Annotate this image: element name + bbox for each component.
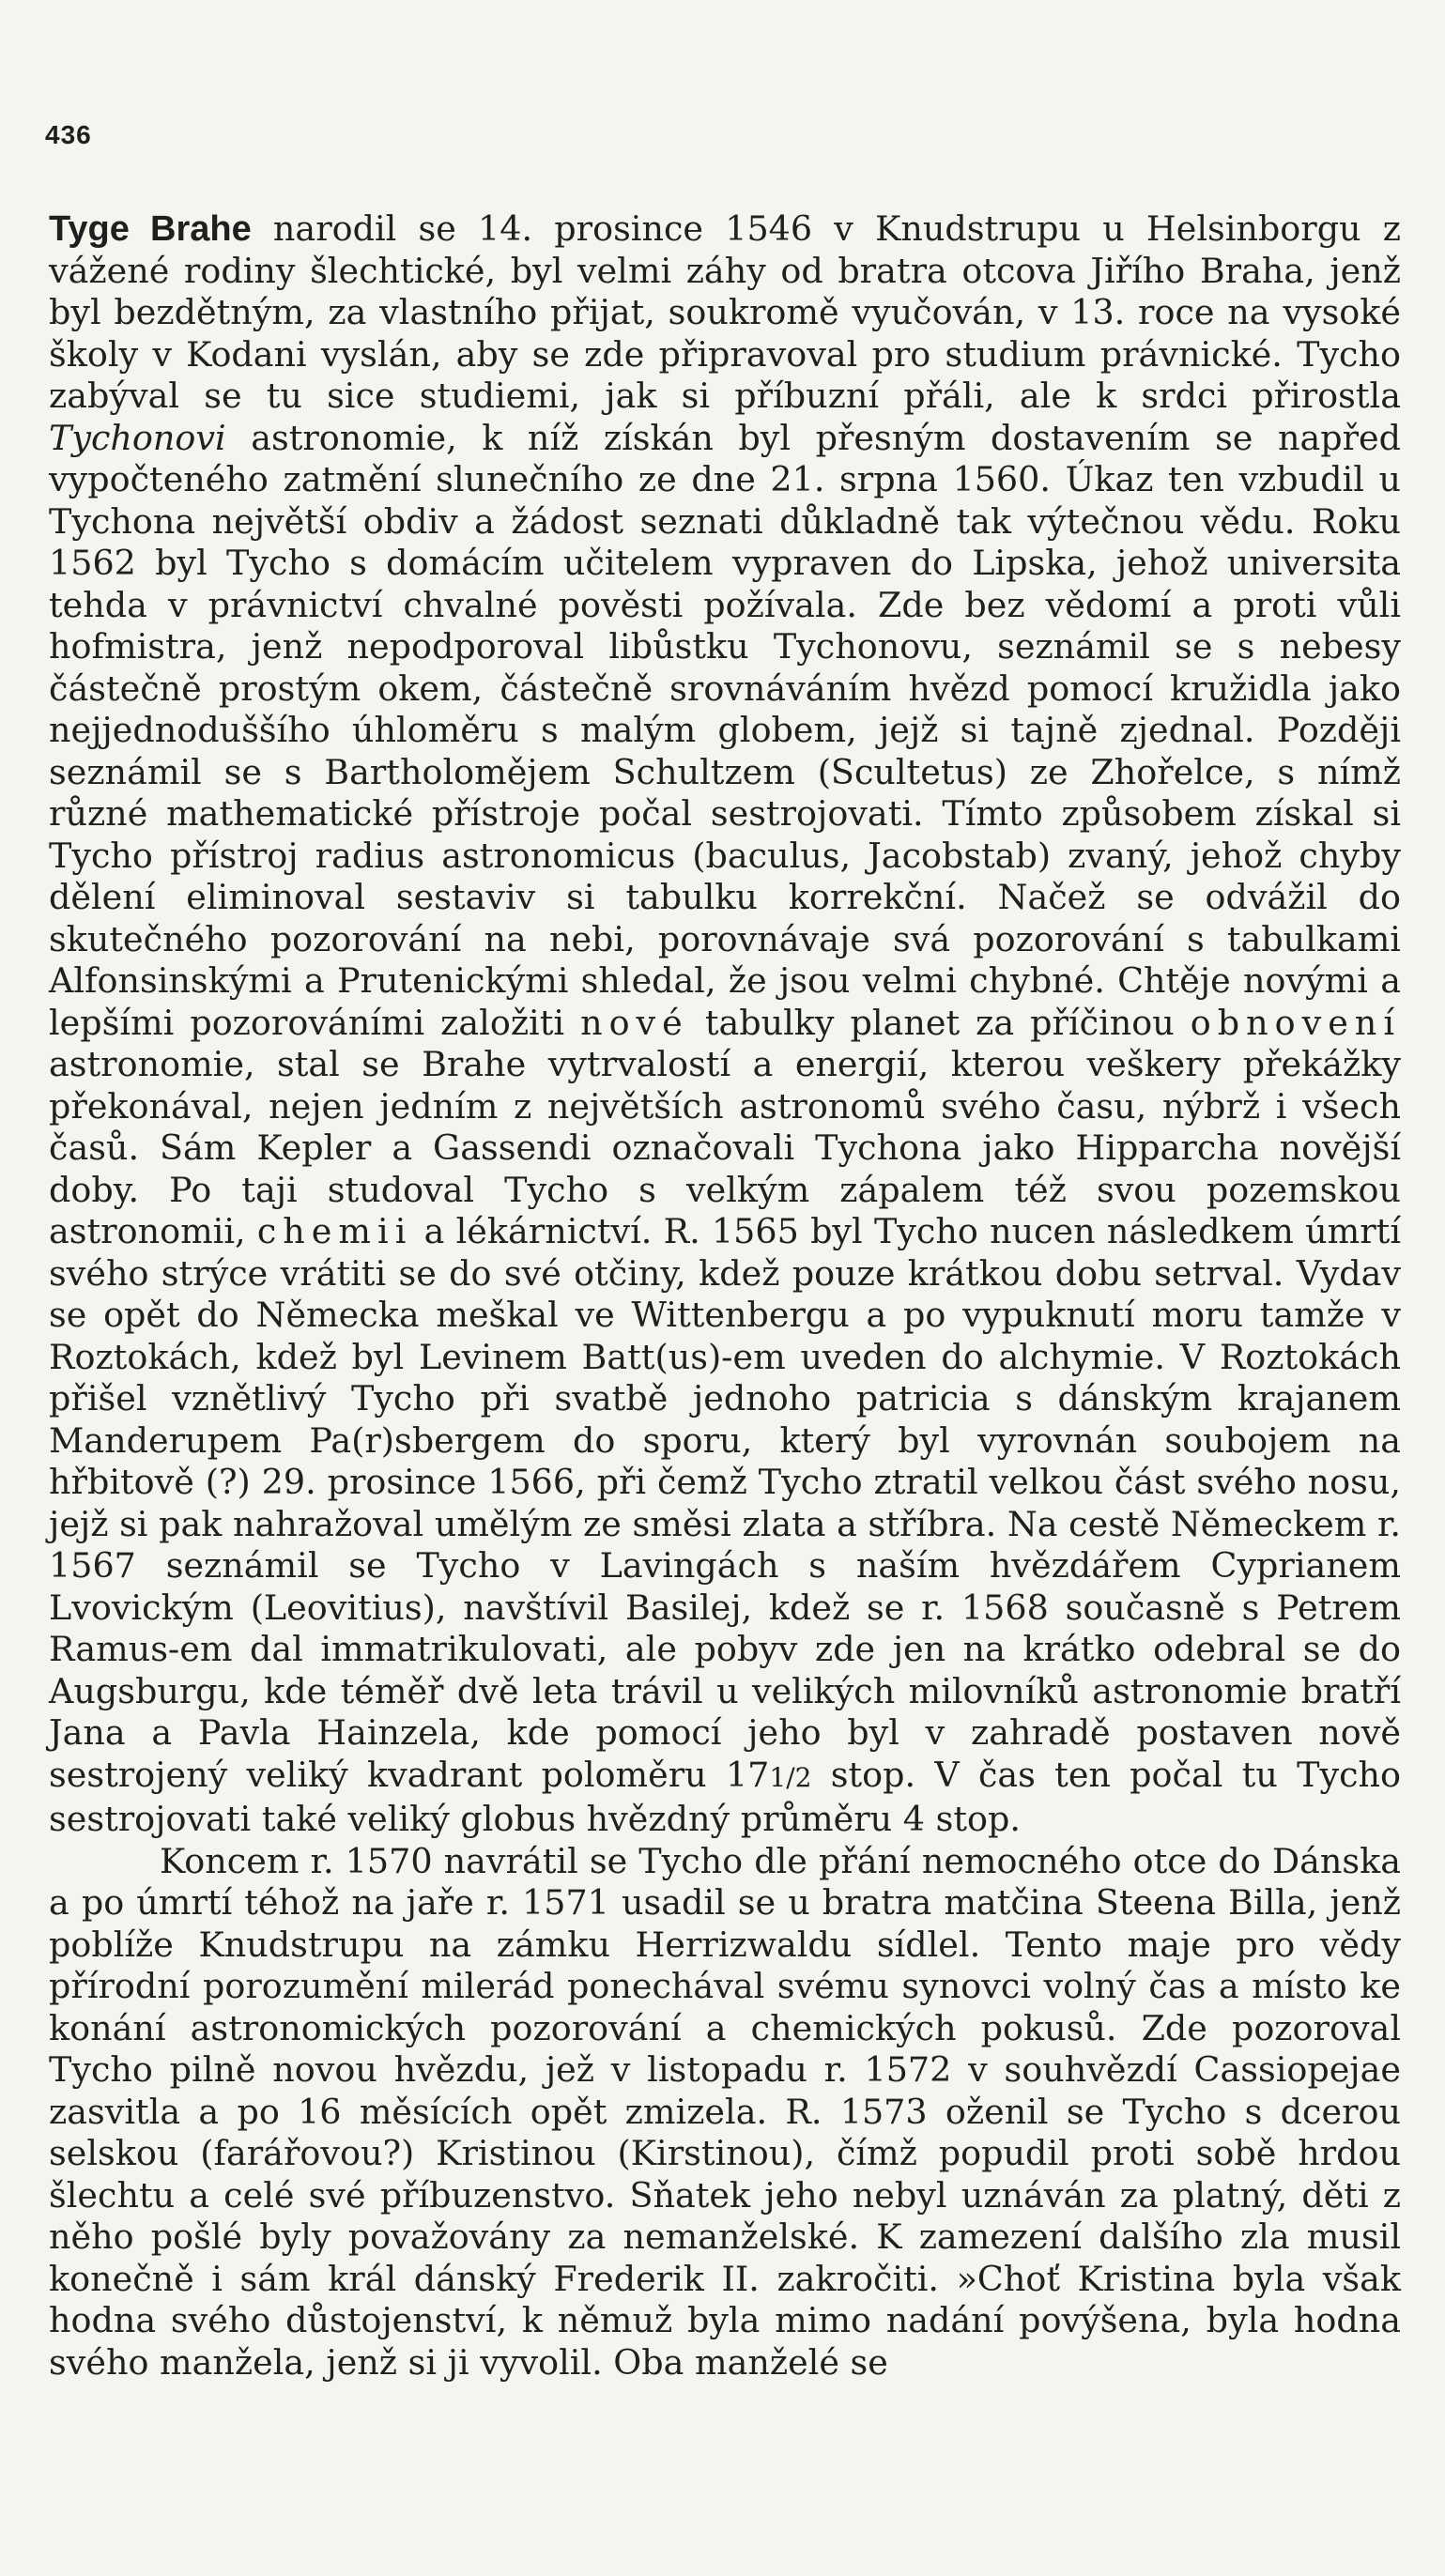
lead-name: Tyge Brahe: [49, 209, 252, 249]
nove-spaced: nové: [580, 1002, 689, 1043]
paragraph-1: [49, 208, 1401, 1841]
paragraph-1-part-4: astronomie, stal se Brahe vytrvalostí a energií, kterou veškery překážky překonával, nejen jedním z největších astronomů svého času, nýbrž i všech časů. Sám Kepler a Gassendi označovali Tychona jako Hipparcha novější doby. Po taji studoval Tycho s velkým zápalem též svou pozemskou astronomii,: [49, 1044, 1401, 1251]
tychonovi-italic: Tychonovi: [49, 417, 226, 458]
chemii-spaced: chemii: [256, 1211, 413, 1251]
obnoveni-spaced: obnovení: [1190, 1002, 1401, 1043]
paragraph-1-part-3: tabulky planet za příčinou: [688, 1002, 1191, 1043]
paragraph-2: Koncem r. 1570 navrátil se Tycho dle přání nemocného otce do Dánska a po úmrtí téhož na jaře r. 1571 usadil se u bratra matčina Steena Billa, jenž poblíže Knudstrupu na zámku Herrizwaldu sídlel. Tento maje pro vědy přírodní porozumění milerád ponechával svému synovci volný čas a místo ke konání astronomických pozorování a chemických pokusů. Zde pozoroval Tycho pilně novou hvězdu, jež v listopadu r. 1572 v souhvězdí Cassiopejae zasvitla a po 16 měsících opět zmizela. R. 1573 oženil se Tycho s dcerou selskou (farářovou?) Kristinou (Kirstinou), čímž popudil proti sobě hrdou šlechtu a celé své příbuzenstvo. Sňatek jeho nebyl uznáván za platný, děti z něho pošlé byly považovány za nemanželské. K zamezení dalšího zla musil konečně i sám král dánský Frederik II. zakročiti. »Choť Kristina byla však hodna svého důstojenství, k němuž byla mimo nadání povýšena, byla hodna svého manžela, jenž si ji vyvolil. Oba manželé se: [49, 1840, 1401, 2383]
article-body: [49, 208, 1401, 2384]
paragraph-1-part-5: a lékárnictví. R. 1565 byl Tycho nucen následkem úmrtí svého strýce vrátiti se do své otčiny, kdež pouze krátkou dobu setrval. Vydav se opět do Německa meškal ve Wittenbergu a po vypuknutí moru tamže v Roztokách, kdež byl Levinem Batt(us)-em uveden do alchymie. V Roztokách přišel vznětlivý Tycho při svatbě jednoho patricia s dánským krajanem Manderupem Pa(r)sbergem do sporu, který byl vyrovnán soubojem na hřbitově (?) 29. prosince 1566, při čemž Tycho ztratil velkou část svého nosu, jejž si pak nahražoval umělým ze směsi zlata a stříbra. Na cestě Německem r. 1567 seznámil se Tycho v Lavingách s naším hvězdářem Cyprianem Lvovickým (Leovitius), navštívil Basilej, kdež se r. 1568 současně s Petrem Ramus-em dal immatrikulovati, ale pobyv zde jen na krátko odebral se do Augsburgu, kde téměř dvě leta trávil u velikých milovníků astronomie bratří Jana a Pavla Hainzela, kde pomocí jeho byl v zahradě postaven nově sestrojený veliký kvadrant poloměru 17: [49, 1211, 1401, 1795]
paragraph-1-part-1: narodil se 14. prosince 1546 v Knudstrupu u Helsinborgu z vážené rodiny šlechtické, byl velmi záhy od bratra otcova Jiřího Braha, jenž byl bezdětným, za vlastního přijat, soukromě vyučován, v 13. roce na vysoké školy v Kodani vyslán, aby se zde připravoval pro studium právnické. Tycho zabýval se tu sice studiemi, jak si příbuzní přáli, ale k srdci přirostla: [49, 208, 1401, 416]
half-fraction: 1/2: [769, 1761, 812, 1793]
paragraph-1-part-2: astronomie, k níž získán byl přesným dostavením se napřed vypočteného zatmění slunečního ze dne 21. srpna 1560. Úkaz ten vzbudil u Tychona největší obdiv a žádost seznati důkladně tak výtečnou vědu. Roku 1562 byl Tycho s domácím učitelem vypraven do Lipska, jehož universita tehda v právnictví chvalné pověsti požívala. Zde bez vědomí a proti vůli hofmistra, jenž nepodporoval libůstku Tychonovu, seznámil se s nebesy částečně prostým okem, částečně srovnáváním hvězd pomocí kružidla jako nejjednoduššího úhloměru s malým globem, jejž si tajně zjednal. Později seznámil se s Bartholomějem Schultzem (Scultetus) ze Zhořelce, s nímž různé mathematické přístroje počal sestrojovati. Tímto způsobem získal si Tycho přístroj radius astronomicus (baculus, Jacobstab) zvaný, jehož chyby dělení eliminoval sestaviv si tabulku korrekční. Načež se odvážil do skutečného pozorování na nebi, porovnávaje svá pozorování s tabulkami Alfonsinskými a Prutenickými shledal, že jsou velmi chybné. Chtěje novými a lepšími pozorováními založiti: [49, 417, 1401, 1043]
paragraph-1-part-6: stop. V čas ten počal tu Tycho sestrojovati také veliký globus hvězdný průměru 4 stop.: [49, 1754, 1401, 1839]
page-number: 436: [45, 120, 92, 149]
